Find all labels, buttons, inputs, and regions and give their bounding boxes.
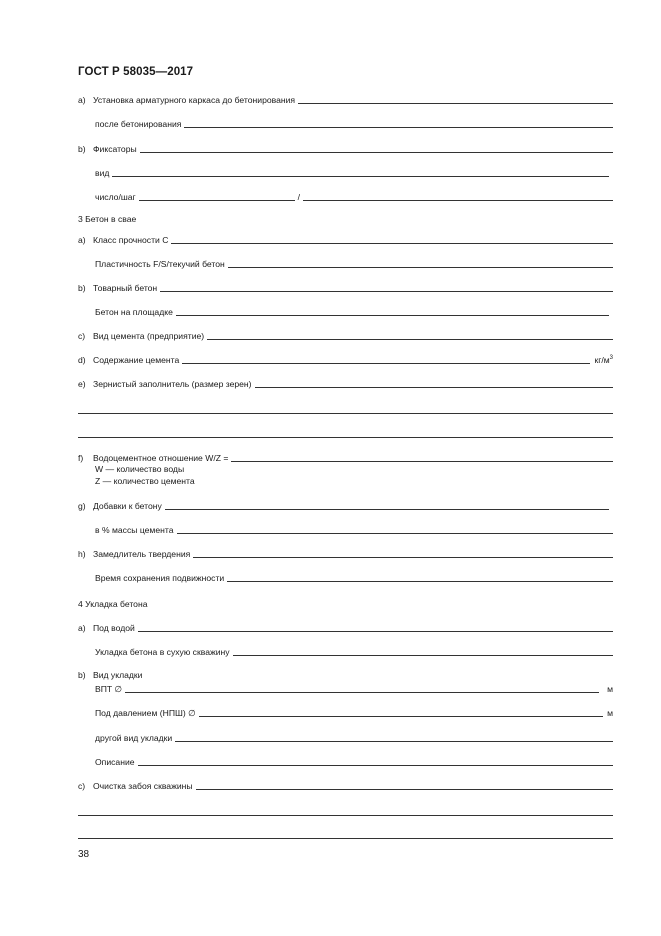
- wc-ratio-text: Водоцементное отношение W/Z =: [93, 453, 229, 463]
- rebar-after-field[interactable]: [184, 127, 613, 128]
- site-mix-row: [95, 306, 609, 318]
- cement-content-field[interactable]: [182, 363, 590, 364]
- bottom-cleaning-field-line-3[interactable]: [78, 838, 613, 839]
- underwater-field[interactable]: [138, 631, 613, 632]
- fixator-type-label: вид: [95, 168, 110, 178]
- page-number: 38: [78, 849, 90, 860]
- workability-field[interactable]: [227, 581, 613, 582]
- other-placement-label: другой вид укладки: [95, 733, 173, 743]
- description-field[interactable]: [138, 765, 613, 766]
- cement-type-text: Вид цемента (предприятие): [93, 331, 205, 341]
- cement-content-text: Содержание цемента: [93, 355, 180, 365]
- cement-type-row: [78, 330, 613, 342]
- item-marker: a): [78, 235, 86, 245]
- item-marker: a): [78, 623, 86, 633]
- aggregate-field-line-3[interactable]: [78, 437, 613, 438]
- water-note: W — количество воды: [95, 464, 185, 474]
- bottom-cleaning-text: Очистка забоя скважины: [93, 781, 193, 791]
- aggregate-label: [78, 379, 255, 390]
- admixtures-text: Добавки к бетону: [93, 501, 162, 511]
- retarder-text: Замедлитель твердения: [93, 549, 191, 559]
- aggregate-text: Зернистый заполнитель (размер зерен): [93, 379, 252, 389]
- aggregate-row: [78, 378, 613, 390]
- fixators-row: [78, 143, 613, 155]
- bottom-cleaning-row: [78, 780, 613, 792]
- strength-class-text: Класс прочности C: [93, 235, 169, 245]
- item-marker: b): [78, 283, 86, 293]
- site-mix-label: Бетон на площадке: [95, 307, 173, 317]
- admixtures-label: [78, 501, 165, 512]
- other-placement-row: [95, 732, 613, 744]
- item-marker: b): [78, 670, 86, 680]
- pressure-row: [95, 707, 613, 719]
- admixtures-row: [78, 500, 609, 512]
- workability-label: Время сохранения подвижности: [95, 573, 225, 583]
- cement-content-unit: [590, 353, 613, 366]
- tremie-row: [95, 683, 613, 695]
- section-placement-heading: 4 Укладка бетона: [78, 599, 148, 609]
- rebar-before-field[interactable]: [298, 103, 613, 104]
- admixture-percent-row: [95, 524, 613, 536]
- placement-type-text: Вид укладки: [93, 670, 143, 680]
- aggregate-field-line-2[interactable]: [78, 413, 613, 414]
- description-label: Описание: [95, 757, 135, 767]
- rebar-before-label: [78, 95, 298, 106]
- unit-exponent: 3: [609, 355, 613, 362]
- dry-placement-label: Укладка бетона в сухую скважину: [95, 647, 230, 657]
- fixators-field[interactable]: [140, 152, 613, 153]
- strength-class-row: [78, 234, 613, 246]
- fixator-count-label: число/шаг: [95, 192, 136, 202]
- rebar-before-row: [78, 94, 613, 106]
- retarder-field[interactable]: [193, 557, 613, 558]
- plasticity-row: [95, 258, 613, 270]
- fixators-text: Фиксаторы: [93, 144, 137, 154]
- item-marker: e): [78, 379, 86, 389]
- bottom-cleaning-label: [78, 781, 196, 792]
- strength-class-field[interactable]: [171, 243, 613, 244]
- underwater-label: [78, 623, 138, 634]
- fixator-count-field[interactable]: [139, 200, 295, 201]
- rebar-after-row: [95, 118, 613, 130]
- document-header: ГОСТ Р 58035—2017: [78, 66, 194, 78]
- item-marker: c): [78, 331, 86, 341]
- aggregate-field[interactable]: [255, 387, 613, 388]
- description-row: [95, 756, 613, 768]
- dry-placement-field[interactable]: [233, 655, 613, 656]
- site-mix-field[interactable]: [176, 315, 609, 316]
- item-marker: h): [78, 549, 86, 559]
- bottom-cleaning-field-line-2[interactable]: [78, 815, 613, 816]
- pressure-diameter-field[interactable]: [199, 716, 603, 717]
- dry-placement-row: [95, 646, 613, 658]
- item-marker: f): [78, 453, 84, 463]
- item-marker: a): [78, 95, 86, 105]
- retarder-label: [78, 549, 193, 560]
- wc-ratio-field[interactable]: [231, 461, 613, 462]
- section-concrete-heading: 3 Бетон в свае: [78, 214, 137, 224]
- ready-mix-label: [78, 283, 160, 294]
- cement-content-row: [78, 354, 613, 366]
- item-marker: d): [78, 355, 86, 365]
- admixture-percent-field[interactable]: [177, 533, 614, 534]
- strength-class-label: [78, 235, 171, 246]
- fixator-type-row: [95, 167, 609, 179]
- cement-content-label: [78, 355, 182, 366]
- rebar-after-label: после бетонирования: [95, 119, 182, 129]
- underwater-text: Под водой: [93, 623, 135, 633]
- tremie-label: ВПТ ∅: [95, 684, 123, 694]
- placement-type-heading: [78, 669, 142, 681]
- bottom-cleaning-field[interactable]: [196, 789, 613, 790]
- fixator-count-separator: /: [297, 192, 301, 202]
- plasticity-label: Пластичность F/S/текучий бетон: [95, 259, 225, 269]
- ready-mix-row: [78, 282, 613, 294]
- ready-mix-field[interactable]: [160, 291, 613, 292]
- rebar-before-text: Установка арматурного каркаса до бетонирования: [93, 95, 296, 105]
- cement-type-field[interactable]: [207, 339, 613, 340]
- unit-text: кг/м: [594, 355, 610, 365]
- cement-type-label: [78, 331, 207, 342]
- admixture-percent-label: в % массы цемента: [95, 525, 174, 535]
- other-placement-field[interactable]: [175, 741, 613, 742]
- cement-note: Z — количество цемента: [95, 476, 195, 486]
- retarder-row: [78, 548, 613, 560]
- tremie-unit: м: [607, 684, 613, 694]
- item-marker: c): [78, 781, 86, 791]
- underwater-row: [78, 622, 613, 634]
- tremie-diameter-field[interactable]: [125, 692, 599, 693]
- ready-mix-text: Товарный бетон: [93, 283, 158, 293]
- plasticity-field[interactable]: [228, 267, 613, 268]
- workability-row: [95, 572, 613, 584]
- fixator-type-field[interactable]: [112, 176, 609, 177]
- item-marker: b): [78, 144, 86, 154]
- admixtures-field[interactable]: [165, 509, 609, 510]
- item-marker: g): [78, 501, 86, 511]
- fixator-step-field[interactable]: [303, 200, 613, 201]
- pressure-label: Под давлением (НПШ) ∅: [95, 708, 196, 718]
- pressure-unit: м: [607, 708, 613, 718]
- fixator-count-row: [95, 191, 613, 203]
- fixators-label: [78, 144, 140, 155]
